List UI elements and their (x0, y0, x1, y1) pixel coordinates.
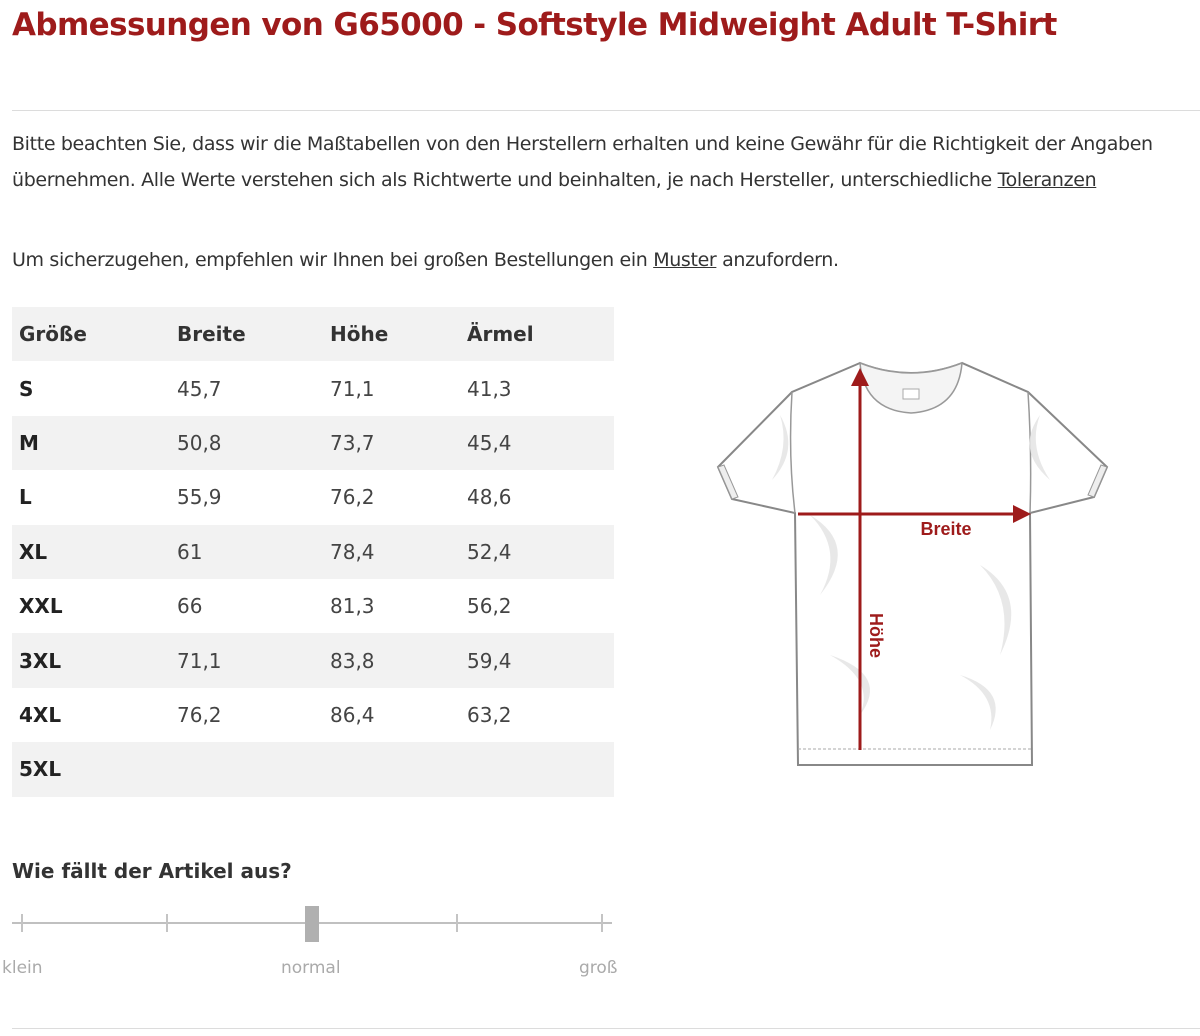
cell-size: XXL (19, 594, 63, 619)
slider-tick (166, 914, 168, 932)
table-row (12, 525, 614, 579)
cell-height: 81,3 (330, 594, 375, 619)
cell-width: 76,2 (177, 702, 222, 727)
bottom-divider (12, 1028, 1200, 1029)
table-row (12, 688, 614, 742)
header-size: Größe (12, 307, 170, 361)
cell-width: 71,1 (170, 633, 323, 687)
cell-height: 76,2 (330, 485, 375, 510)
cell-sleeve: 52,4 (460, 525, 614, 579)
title-divider (12, 110, 1200, 111)
table-row (12, 361, 614, 415)
disclaimer-text (12, 126, 1200, 198)
cell-height (323, 742, 460, 796)
scale-label-normal: normal (281, 958, 341, 978)
cell-sleeve: 45,4 (460, 416, 614, 470)
page-title: Abmessungen von G65000 - Softstyle Midweight Adult T-Shirt (12, 7, 1057, 43)
cell-sleeve: 63,2 (467, 702, 512, 727)
cell-size: S (19, 376, 34, 401)
table-header-row (12, 307, 614, 361)
tshirt-outline (718, 363, 1107, 765)
cell-size: XL (12, 525, 170, 579)
cell-width: 66 (177, 594, 203, 619)
header-sleeve: Ärmel (460, 307, 614, 361)
cell-width: 50,8 (170, 416, 323, 470)
cell-size: 4XL (19, 702, 62, 727)
cell-sleeve (460, 742, 614, 796)
slider-thumb (305, 906, 319, 942)
tshirt-measurement-diagram (710, 355, 1110, 775)
cell-sleeve: 41,3 (467, 376, 512, 401)
cell-height: 83,8 (323, 633, 460, 687)
slider-tick (601, 914, 603, 932)
cell-width: 45,7 (177, 376, 222, 401)
cell-sleeve: 56,2 (467, 594, 512, 619)
table-row (12, 579, 614, 633)
scale-label-large: groß (579, 958, 618, 978)
width-label: Breite (920, 519, 972, 539)
sample-text-before: Um sicherzugehen, empfehlen wir Ihnen bei großen Bestellungen ein (12, 249, 648, 271)
cell-width: 61 (170, 525, 323, 579)
cell-height: 73,7 (323, 416, 460, 470)
table-row (12, 470, 614, 524)
fit-question: Wie fällt der Artikel aus? (12, 859, 292, 883)
table-row (12, 416, 614, 470)
sample-recommendation (12, 242, 839, 278)
cell-height: 71,1 (330, 376, 375, 401)
cell-size: 3XL (12, 633, 170, 687)
cell-height: 86,4 (330, 702, 375, 727)
cell-sleeve: 59,4 (460, 633, 614, 687)
height-label: Höhe (866, 613, 886, 658)
scale-label-small: klein (2, 958, 43, 978)
sample-text-after: anzufordern. (722, 249, 839, 271)
cell-sleeve: 48,6 (467, 485, 512, 510)
cell-height: 78,4 (323, 525, 460, 579)
header-width: Breite (170, 307, 323, 361)
cell-width (170, 742, 323, 796)
cell-width: 55,9 (177, 485, 222, 510)
slider-tick (456, 914, 458, 932)
cell-size: 5XL (12, 742, 170, 796)
size-table (12, 307, 614, 797)
disclaimer-body: Bitte beachten Sie, dass wir die Maßtabellen von den Herstellern erhalten und keine Gewähr für die Richtigkeit der Angaben übernehmen. Alle Werte verstehen sich als Richtwerte und beinhalten, je nach Hersteller, unterschiedliche (12, 133, 1153, 191)
sample-link[interactable]: Muster (653, 249, 717, 271)
cell-size: M (12, 416, 170, 470)
tshirt-label (903, 389, 919, 399)
slider-tick (21, 914, 23, 932)
cell-size: L (19, 485, 32, 510)
table-row (12, 742, 614, 796)
table-row (12, 633, 614, 687)
header-height: Höhe (323, 307, 460, 361)
tolerances-link[interactable]: Toleranzen (997, 169, 1097, 191)
fit-slider (12, 904, 612, 944)
